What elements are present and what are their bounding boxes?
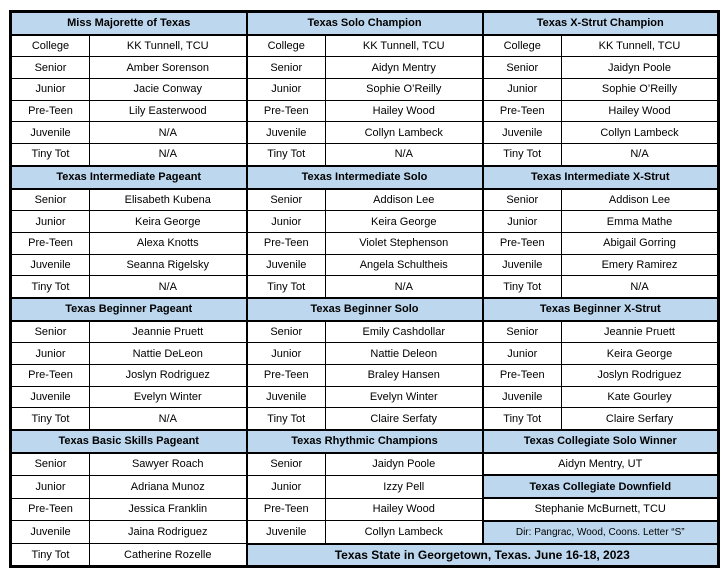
winner-name-cell: Emily Cashdollar xyxy=(326,321,483,343)
winner-name-cell: Jaina Rodriguez xyxy=(90,521,247,544)
table-row xyxy=(11,276,719,298)
table-row xyxy=(11,430,719,453)
category-label-cell: Junior xyxy=(483,79,562,101)
winner-name-cell: N/A xyxy=(90,408,247,430)
director-note-cell: Dir: Pangrac, Wood, Coons. Letter “S” xyxy=(483,521,719,544)
category-label-cell: Junior xyxy=(11,475,90,498)
category-label-cell: Junior xyxy=(483,343,562,365)
winner-name-cell: Adriana Munoz xyxy=(90,475,247,498)
category-label-cell: Senior xyxy=(483,321,562,343)
category-label-cell: Pre-Teen xyxy=(247,100,326,122)
division-header: Texas Beginner X-Strut xyxy=(483,298,719,321)
winner-name-cell: Emma Mathe xyxy=(562,211,719,233)
table-row xyxy=(11,321,719,343)
division-header: Texas Intermediate Solo xyxy=(247,166,483,189)
category-label-cell: Pre-Teen xyxy=(11,232,90,254)
category-label-cell: Tiny Tot xyxy=(11,544,90,567)
winner-name-cell: Braley Hansen xyxy=(326,365,483,387)
winner-name-cell: Claire Serfaty xyxy=(326,408,483,430)
winner-name-cell: Emery Ramirez xyxy=(562,254,719,276)
winner-name-cell: Jaidyn Poole xyxy=(326,453,483,476)
category-label-cell: Junior xyxy=(483,211,562,233)
category-label-cell: Juvenile xyxy=(483,254,562,276)
winner-name-cell: Kate Gourley xyxy=(562,386,719,408)
winner-name-cell: Jeannie Pruett xyxy=(90,321,247,343)
winner-name-cell: Hailey Wood xyxy=(326,100,483,122)
category-label-cell: Tiny Tot xyxy=(483,276,562,298)
category-label-cell: Pre-Teen xyxy=(247,232,326,254)
category-label-cell: Junior xyxy=(247,79,326,101)
winner-name-cell: Jessica Franklin xyxy=(90,498,247,521)
winner-name-cell: Catherine Rozelle xyxy=(90,544,247,567)
category-label-cell: Tiny Tot xyxy=(483,408,562,430)
winner-name-cell: Stephanie McBurnett, TCU xyxy=(483,498,719,521)
table-row xyxy=(11,232,719,254)
winner-name-cell: Sophie O’Reilly xyxy=(326,79,483,101)
division-header: Texas Intermediate X-Strut xyxy=(483,166,719,189)
winner-name-cell: N/A xyxy=(326,276,483,298)
winner-name-cell: Joslyn Rodriguez xyxy=(562,365,719,387)
winner-name-cell: Collyn Lambeck xyxy=(326,122,483,144)
winner-name-cell: Sophie O’Reilly xyxy=(562,79,719,101)
winner-name-cell: KK Tunnell, TCU xyxy=(562,35,719,57)
category-label-cell: Juvenile xyxy=(247,386,326,408)
winner-name-cell: Keira George xyxy=(562,343,719,365)
category-label-cell: College xyxy=(483,35,562,57)
winner-name-cell: Jaidyn Poole xyxy=(562,57,719,79)
table-row xyxy=(11,408,719,430)
division-header: Texas Basic Skills Pageant xyxy=(11,430,247,453)
category-label-cell: Pre-Teen xyxy=(11,365,90,387)
division-header: Texas Beginner Solo xyxy=(247,298,483,321)
table-row xyxy=(11,189,719,211)
winner-name-cell: Aidyn Mentry, UT xyxy=(483,453,719,476)
winner-name-cell: Violet Stephenson xyxy=(326,232,483,254)
winner-name-cell: Seanna Rigelsky xyxy=(90,254,247,276)
category-label-cell: Juvenile xyxy=(11,254,90,276)
winner-name-cell: N/A xyxy=(562,144,719,166)
category-label-cell: Junior xyxy=(11,79,90,101)
category-label-cell: Pre-Teen xyxy=(483,100,562,122)
category-label-cell: Pre-Teen xyxy=(483,232,562,254)
table-row xyxy=(11,254,719,276)
category-label-cell: Senior xyxy=(11,189,90,211)
category-label-cell: Senior xyxy=(11,321,90,343)
table-row xyxy=(11,144,719,166)
winner-name-cell: Amber Sorenson xyxy=(90,57,247,79)
table-row xyxy=(11,122,719,144)
table-row xyxy=(11,35,719,57)
category-label-cell: Pre-Teen xyxy=(247,498,326,521)
category-label-cell: Senior xyxy=(247,189,326,211)
category-label-cell: Senior xyxy=(11,57,90,79)
table-row xyxy=(11,498,719,521)
winner-name-cell: N/A xyxy=(326,144,483,166)
winner-name-cell: Claire Serfary xyxy=(562,408,719,430)
category-label-cell: Tiny Tot xyxy=(11,276,90,298)
division-header: Texas Beginner Pageant xyxy=(11,298,247,321)
category-label-cell: Junior xyxy=(11,211,90,233)
winner-name-cell: Abigail Gorring xyxy=(562,232,719,254)
results-table-body xyxy=(11,12,719,567)
winner-name-cell: Joslyn Rodriguez xyxy=(90,365,247,387)
winner-name-cell: Angela Schultheis xyxy=(326,254,483,276)
winner-name-cell: Sawyer Roach xyxy=(90,453,247,476)
winner-name-cell: KK Tunnell, TCU xyxy=(326,35,483,57)
winner-name-cell: N/A xyxy=(90,122,247,144)
category-label-cell: Senior xyxy=(247,57,326,79)
table-row xyxy=(11,521,719,544)
winner-name-cell: Alexa Knotts xyxy=(90,232,247,254)
category-label-cell: Pre-Teen xyxy=(11,100,90,122)
category-label-cell: Juvenile xyxy=(247,254,326,276)
division-header: Texas X-Strut Champion xyxy=(483,12,719,35)
category-label-cell: Junior xyxy=(247,343,326,365)
table-row xyxy=(11,12,719,35)
division-header: Texas Collegiate Downfield xyxy=(483,475,719,498)
category-label-cell: College xyxy=(11,35,90,57)
category-label-cell: Juvenile xyxy=(11,521,90,544)
winner-name-cell: Keira George xyxy=(326,211,483,233)
winner-name-cell: Collyn Lambeck xyxy=(326,521,483,544)
category-label-cell: Senior xyxy=(11,453,90,476)
division-header: Miss Majorette of Texas xyxy=(11,12,247,35)
winner-name-cell: Addison Lee xyxy=(326,189,483,211)
category-label-cell: Senior xyxy=(483,57,562,79)
category-label-cell: Tiny Tot xyxy=(483,144,562,166)
category-label-cell: Pre-Teen xyxy=(483,365,562,387)
winner-name-cell: N/A xyxy=(90,144,247,166)
category-label-cell: Junior xyxy=(247,475,326,498)
results-table xyxy=(9,10,720,568)
table-row xyxy=(11,544,719,567)
division-header: Texas Collegiate Solo Winner xyxy=(483,430,719,453)
category-label-cell: Senior xyxy=(483,189,562,211)
category-label-cell: Juvenile xyxy=(483,122,562,144)
winner-name-cell: Hailey Wood xyxy=(562,100,719,122)
category-label-cell: Tiny Tot xyxy=(247,144,326,166)
winner-name-cell: Evelyn Winter xyxy=(326,386,483,408)
category-label-cell: College xyxy=(247,35,326,57)
table-row xyxy=(11,475,719,498)
table-row xyxy=(11,166,719,189)
category-label-cell: Juvenile xyxy=(11,386,90,408)
category-label-cell: Tiny Tot xyxy=(11,144,90,166)
category-label-cell: Tiny Tot xyxy=(247,276,326,298)
table-row xyxy=(11,298,719,321)
category-label-cell: Junior xyxy=(247,211,326,233)
winner-name-cell: Addison Lee xyxy=(562,189,719,211)
category-label-cell: Pre-Teen xyxy=(247,365,326,387)
winner-name-cell: Jacie Conway xyxy=(90,79,247,101)
winner-name-cell: Jeannie Pruett xyxy=(562,321,719,343)
winner-name-cell: Keira George xyxy=(90,211,247,233)
table-row xyxy=(11,79,719,101)
category-label-cell: Senior xyxy=(247,453,326,476)
winner-name-cell: Hailey Wood xyxy=(326,498,483,521)
table-row xyxy=(11,57,719,79)
winner-name-cell: N/A xyxy=(90,276,247,298)
division-header: Texas Intermediate Pageant xyxy=(11,166,247,189)
winner-name-cell: Evelyn Winter xyxy=(90,386,247,408)
event-banner: Texas State in Georgetown, Texas. June 16-18, 2023 xyxy=(247,544,719,567)
category-label-cell: Juvenile xyxy=(247,521,326,544)
table-row xyxy=(11,343,719,365)
table-row xyxy=(11,453,719,476)
category-label-cell: Juvenile xyxy=(11,122,90,144)
category-label-cell: Tiny Tot xyxy=(11,408,90,430)
category-label-cell: Tiny Tot xyxy=(247,408,326,430)
category-label-cell: Juvenile xyxy=(483,386,562,408)
winner-name-cell: Elisabeth Kubena xyxy=(90,189,247,211)
winner-name-cell: N/A xyxy=(562,276,719,298)
category-label-cell: Pre-Teen xyxy=(11,498,90,521)
division-header: Texas Rhythmic Champions xyxy=(247,430,483,453)
category-label-cell: Senior xyxy=(247,321,326,343)
table-row xyxy=(11,100,719,122)
division-header: Texas Solo Champion xyxy=(247,12,483,35)
category-label-cell: Juvenile xyxy=(247,122,326,144)
table-row xyxy=(11,211,719,233)
winner-name-cell: Nattie Deleon xyxy=(326,343,483,365)
winner-name-cell: Lily Easterwood xyxy=(90,100,247,122)
table-row xyxy=(11,365,719,387)
winner-name-cell: Izzy Pell xyxy=(326,475,483,498)
winner-name-cell: Collyn Lambeck xyxy=(562,122,719,144)
winner-name-cell: KK Tunnell, TCU xyxy=(90,35,247,57)
table-row xyxy=(11,386,719,408)
winner-name-cell: Nattie DeLeon xyxy=(90,343,247,365)
winner-name-cell: Aidyn Mentry xyxy=(326,57,483,79)
category-label-cell: Junior xyxy=(11,343,90,365)
